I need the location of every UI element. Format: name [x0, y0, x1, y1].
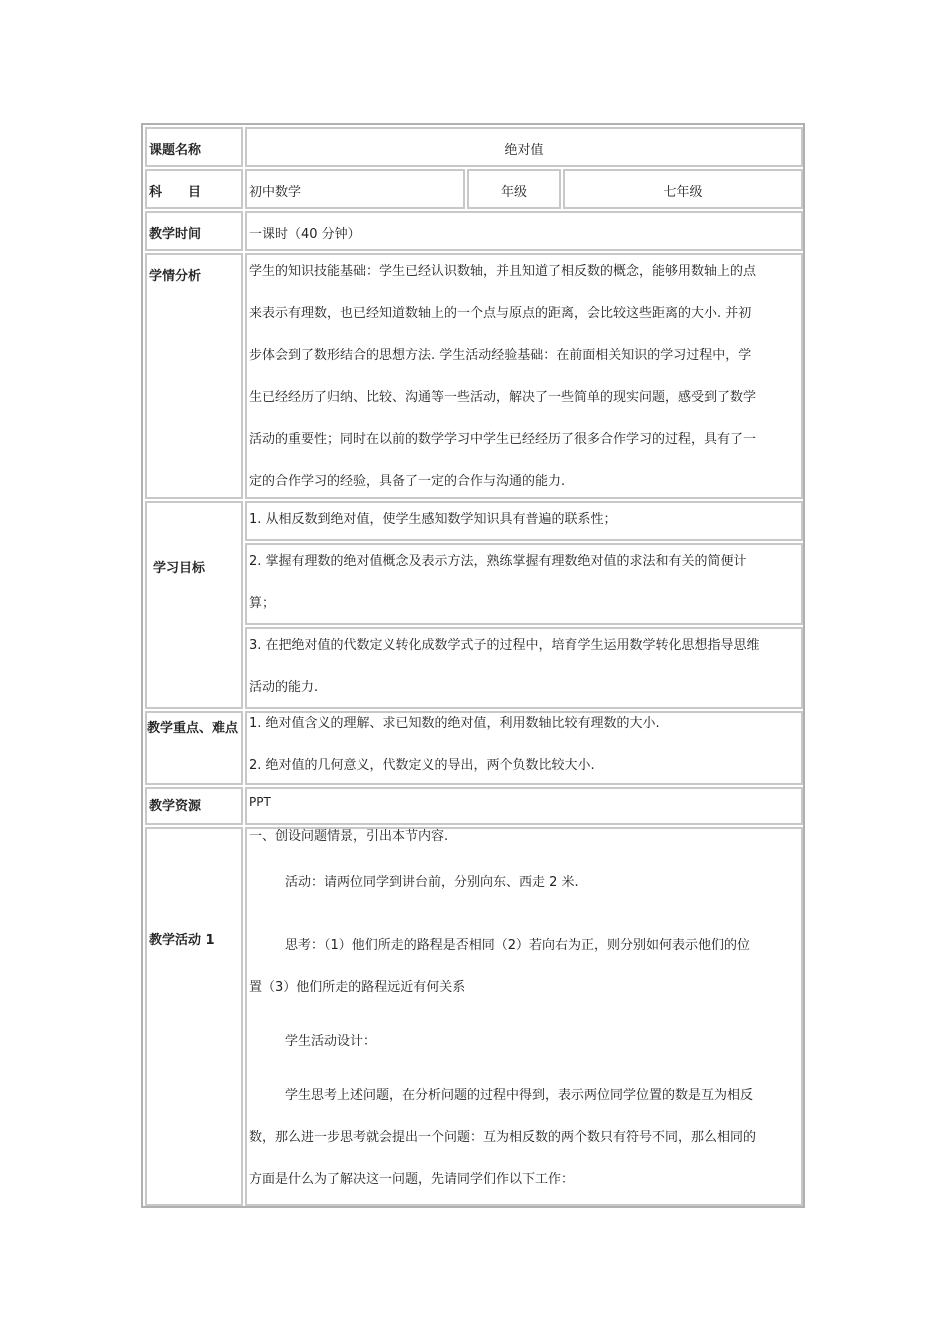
keypoints-label-cell: [145, 711, 243, 785]
time-label: 教学时间: [149, 227, 202, 242]
activity-label-cell: [145, 827, 243, 1206]
time-value: 一课时（40 分钟）: [249, 227, 361, 242]
goals-label-cell: [145, 501, 243, 709]
activity-line: 方面是什么为了解决这一问题，先请同学们作以下工作：: [249, 1172, 575, 1187]
goal-text: [249, 541, 799, 625]
activity-spacer: [249, 1063, 799, 1075]
title-value-cell: [245, 127, 803, 167]
activity-line: 学生活动设计：: [285, 1034, 377, 1049]
activity-spacer: [249, 851, 799, 869]
goal-line: 1. 从相反数到绝对值，使学生感知数学知识具有普遍的联系性；: [249, 512, 617, 527]
lesson-plan-table: [141, 123, 805, 1208]
title-label: 课题名称: [149, 143, 202, 158]
time-value-cell: [245, 211, 803, 251]
activity-line: 置（3）他们所走的路程远近有何关系: [249, 980, 466, 995]
subject-label: 科 目: [149, 185, 202, 200]
keypoint-line: 1. 绝对值含义的理解、求已知数的绝对值，利用数轴比较有理数的大小.: [249, 716, 660, 731]
keypoints-text: [249, 703, 799, 787]
keypoints-value-cell: [245, 711, 803, 785]
analysis-line: 来表示有理数，也已经知道数轴上的一个点与原点的距离，会比较这些距离的大小. 并初: [249, 306, 752, 321]
analysis-line: 步体会到了数形结合的思想方法. 学生活动经验基础：在前面相关知识的学习过程中，学: [249, 348, 752, 363]
resources-value: PPT: [249, 795, 271, 809]
analysis-text: [249, 251, 799, 503]
grade-label-cell: [467, 169, 561, 209]
goal-item-2: [245, 543, 803, 625]
grade-value: 七年级: [663, 185, 703, 200]
grade-value-cell: [563, 169, 803, 209]
activity-text: [249, 823, 799, 1201]
goal-item-1: [245, 501, 803, 541]
subject-value-cell: [245, 169, 465, 209]
activity-line: 一、创设问题情景，引出本节内容.: [249, 829, 449, 844]
activity-line: 思考：（1）他们所走的路程是否相同（2）若向右为正，则分别如何表示他们的位: [285, 938, 751, 953]
resources-label-cell: [145, 787, 243, 825]
subject-value: 初中数学: [249, 185, 302, 200]
keypoint-line: 2. 绝对值的几何意义，代数定义的导出，两个负数比较大小.: [249, 758, 595, 773]
analysis-line: 活动的重要性；同时在以前的数学学习中学生已经经历了很多合作学习的过程，具有了一: [249, 432, 757, 447]
resources-value-cell: [245, 787, 803, 825]
activity-line: 数，那么进一步思考就会提出一个问题：互为相反数的两个数只有符号不同，那么相同的: [249, 1130, 757, 1145]
time-label-cell: [145, 211, 243, 251]
subject-label-cell: [145, 169, 243, 209]
goal-item-3: [245, 627, 803, 709]
analysis-label-cell: [145, 253, 243, 499]
analysis-value-cell: [245, 253, 803, 499]
resources-label: 教学资源: [149, 799, 202, 814]
goal-line: 3. 在把绝对值的代数定义转化成数学式子的过程中，培育学生运用数学转化思想指导思维: [249, 638, 760, 653]
title-label-cell: [145, 127, 243, 167]
keypoints-label: 教学重点、难点: [147, 721, 239, 736]
analysis-line: 学生的知识技能基础：学生已经认识数轴，并且知道了相反数的概念，能够用数轴上的点: [249, 264, 757, 279]
goal-line: 活动的能力.: [249, 680, 319, 695]
analysis-line: 定的合作学习的经验，具备了一定的合作与沟通的能力.: [249, 474, 566, 489]
lesson-title: 绝对值: [504, 143, 544, 158]
activity-line: 学生思考上述问题，在分析问题的过程中得到，表示两位同学位置的数是互为相反: [285, 1088, 754, 1103]
goal-line: 2. 掌握有理数的绝对值概念及表示方法，熟练掌握有理数绝对值的求法和有关的简便计: [249, 554, 747, 569]
activity-spacer: [249, 1009, 799, 1021]
analysis-line: 生已经经历了归纳、比较、沟通等一些活动，解决了一些简单的现实问题，感受到了数学: [249, 390, 757, 405]
activity-line: 活动：请两位同学到讲台前，分别向东、西走 2 米.: [285, 875, 579, 890]
activity-spacer: [249, 897, 799, 925]
activity-label: 教学活动 1: [149, 933, 215, 948]
analysis-label: 学情分析: [149, 269, 202, 284]
goal-text: [249, 625, 799, 709]
activity-value-cell: [245, 827, 803, 1206]
goal-line: 算；: [249, 596, 276, 611]
grade-label: 年级: [500, 185, 527, 200]
goals-label: 学习目标: [153, 561, 206, 576]
